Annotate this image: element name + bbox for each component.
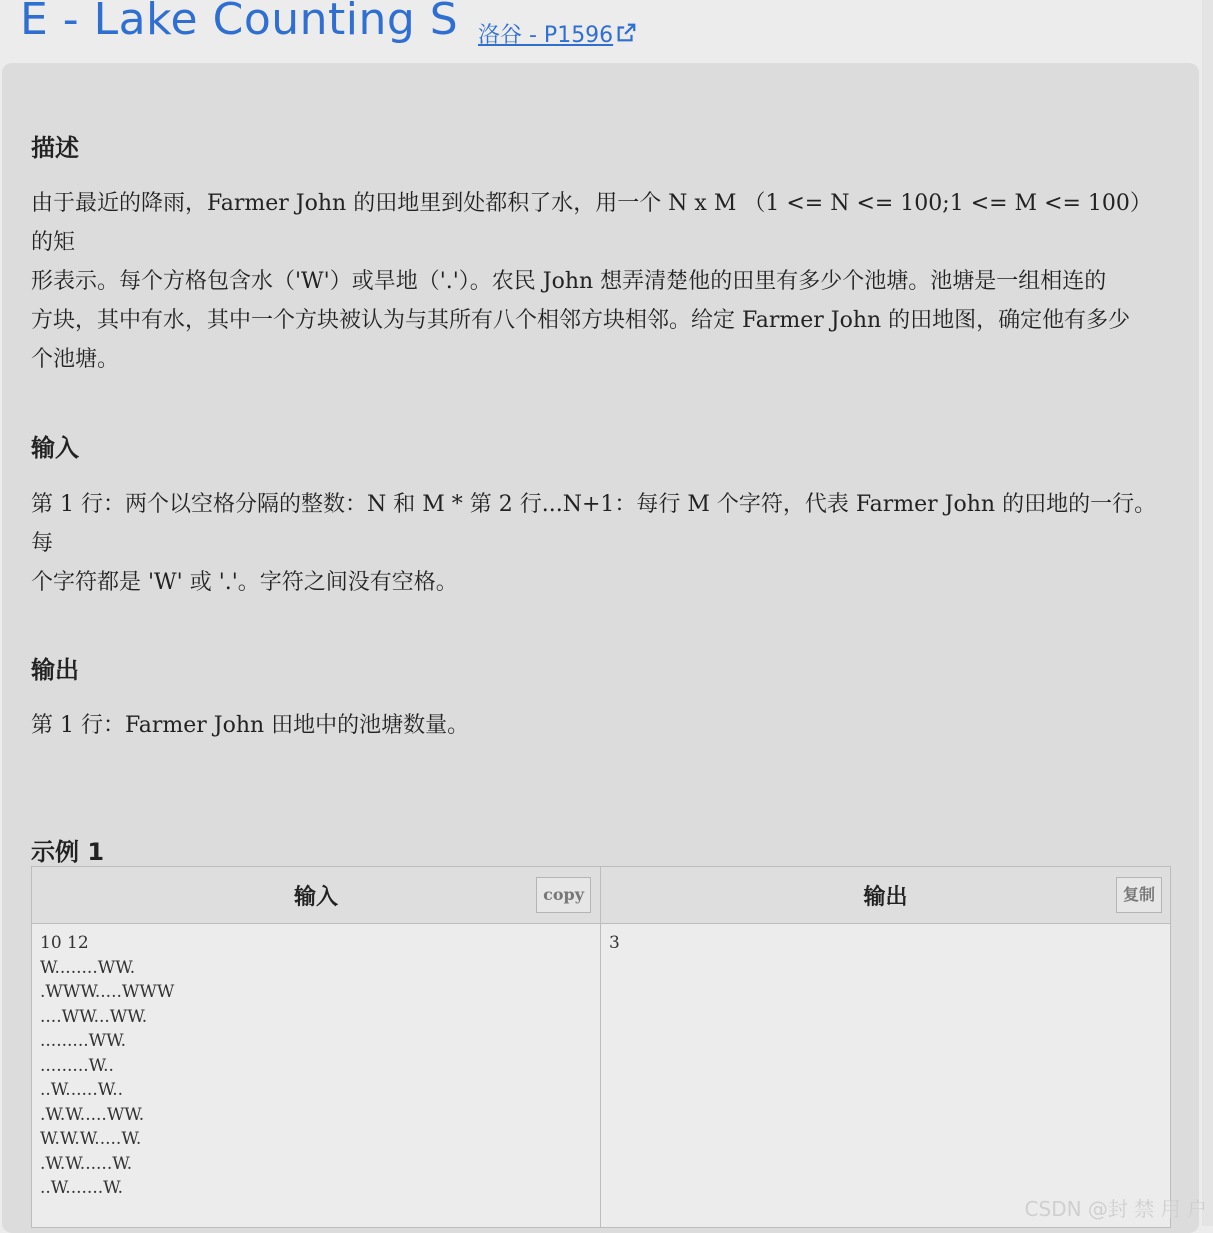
sample-heading: 示例 1 [31,838,105,866]
input-text [31,485,1171,602]
output-text [31,706,1171,745]
description-text [31,184,1171,379]
description-line: 个池塘。 [31,347,120,372]
input-line: 第 1 行：两个以空格分隔的整数：N 和 M * 第 2 行...N+1：每行 M 个字符，代表 Farmer John 的田地的一行。每 [31,492,1157,556]
copy-output-button[interactable]: 复制 [1116,877,1162,913]
output-heading: 输出 [31,656,79,684]
sample-output-header-label: 输出 [863,885,908,910]
problem-title: E - Lake Counting S [20,0,459,45]
output-line: 第 1 行：Farmer John 田地中的池塘数量。 [31,713,470,738]
source-link[interactable] [478,18,637,49]
sample-output-column [601,867,1170,1227]
copy-input-button[interactable]: copy [536,877,591,913]
input-heading: 输入 [31,434,79,462]
watermark: CSDN @封 禁 用 户 [1024,1197,1207,1221]
description-line: 由于最近的降雨，Farmer John 的田地里到处都积了水，用一个 N x M （1 <= N <= 100;1 <= M <= 100） 的矩 [31,191,1152,255]
sample-input-content[interactable]: 10 12 W........WW. .WWW.....WWW ....WW...WW. .........WW. .........W.. ..W......W.. .W.W.....WW. W.W.W.....W. .W.W......W. ..W.......W. [40,933,175,1198]
sample-input-column [32,867,601,1227]
page-header [0,0,1213,62]
sample-output-content[interactable]: 3 [609,933,620,953]
input-line: 个字符都是 'W' 或 '.'。字符之间没有空格。 [31,570,458,595]
description-line: 方块，其中有水，其中一个方块被认为与其所有八个相邻方块相邻。给定 Farmer John 的田地图，确定他有多少 [31,308,1131,333]
description-line: 形表示。每个方格包含水（'W'）或旱地（'.'）。农民 John 想弄清楚他的田里有多少个池塘。池塘是一组相连的 [31,269,1107,294]
sample-input-header-label: 输入 [293,885,338,910]
external-link-icon [615,22,637,44]
scrollbar-track[interactable] [1202,0,1213,1226]
source-link-label: 洛谷 - P1596 [478,23,614,48]
sample-table [31,866,1171,1228]
sample-output-header [601,867,1170,924]
description-heading: 描述 [31,134,79,162]
sample-input-header [32,867,600,924]
